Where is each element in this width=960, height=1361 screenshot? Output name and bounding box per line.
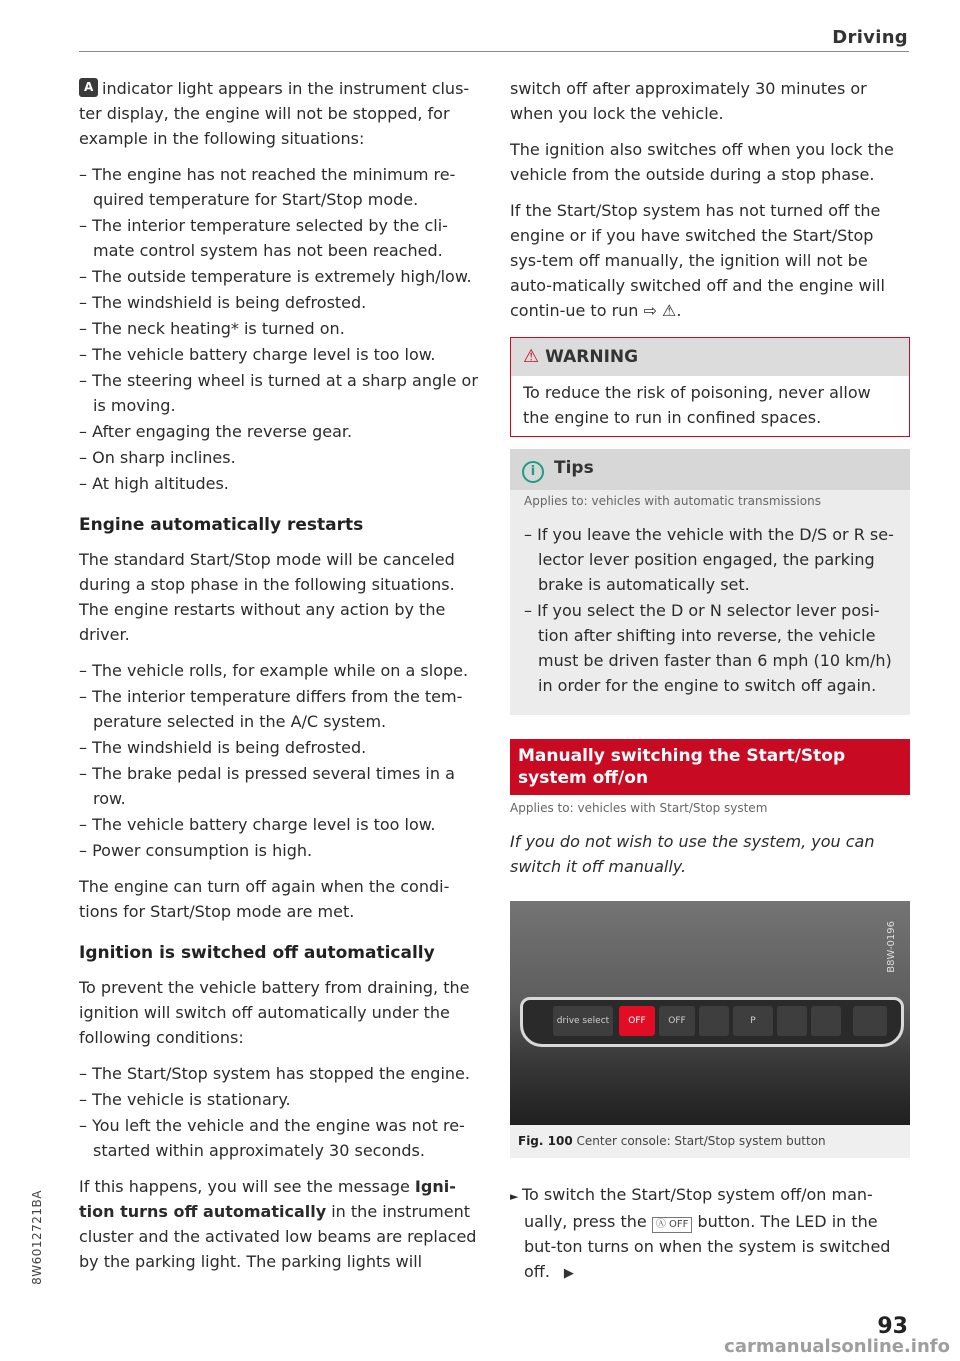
list-item: – The steering wheel is turned at a sharp angle or is moving. <box>79 368 479 418</box>
header-rule <box>79 51 909 52</box>
ignition-list <box>79 1061 479 1163</box>
list-item: – The windshield is being defrosted. <box>79 290 479 315</box>
console-button <box>699 1006 729 1036</box>
list-item: – On sharp inclines. <box>79 445 479 470</box>
running-header: Driving <box>832 27 908 48</box>
start-stop-button: OFF <box>619 1006 655 1036</box>
list-item: – The interior temperature selected by the cli-mate control system has not been reached. <box>79 213 479 263</box>
park-assist-button: P <box>733 1006 773 1036</box>
warning-box <box>510 337 910 437</box>
turn-off-again-paragraph: The engine can turn off again when the condi-tions for Start/Stop mode are met. <box>79 877 450 921</box>
list-item: – If you leave the vehicle with the D/S or R se-lector lever position engaged, the parking brake is automatically set. <box>524 522 896 597</box>
instruction-step: ► To switch the Start/Stop system off/on man-ually, press the Ⓐ OFF button. The LED in the but-ton turns on when the system is switched off. ▶ <box>510 1182 910 1286</box>
intro-text: indicator light appears in the instrument clus-ter display, the engine will not be stopped, for example in the following situations: <box>79 79 470 148</box>
list-item: – The vehicle battery charge level is too low. <box>79 342 479 367</box>
ignition-paragraph: To prevent the vehicle battery from draining, the ignition will switch off automatically under the following conditions: <box>79 978 470 1047</box>
tips-applies: Applies to: vehicles with automatic transmissions <box>524 494 821 508</box>
continued-arrow-icon: ▶ <box>563 1266 574 1281</box>
figure-id: B8W-0196 <box>886 921 897 973</box>
document-code: 8W6012721BA <box>30 1190 44 1285</box>
start-stop-key-icon: Ⓐ OFF <box>652 1217 693 1233</box>
tips-box <box>510 449 910 715</box>
heading-ignition-off: Ignition is switched off automatically <box>79 943 435 963</box>
restart-paragraph: The standard Start/Stop mode will be canceled during a stop phase in the following situations. The engine restarts without any action by the driver. <box>79 550 455 644</box>
list-item: – The vehicle is stationary. <box>79 1087 479 1112</box>
warning-header: ⚠ WARNING <box>511 338 909 376</box>
list-item: – The vehicle rolls, for example while on a slope. <box>79 658 479 683</box>
esc-off-button: OFF <box>659 1006 695 1036</box>
manual-off-paragraph: If the Start/Stop system has not turned off the engine or if you have switched the Start/Stop sys-tem off manually, the ignition will not be auto-matically switched off and the engine will contin-ue to run ⇨ ⚠. <box>510 201 885 320</box>
section-intro: If you do not wish to use the system, you can switch it off manually. <box>510 832 875 876</box>
figure-caption: Fig. 100 Center console: Start/Stop system button <box>518 1134 826 1148</box>
info-icon: i <box>522 461 544 483</box>
console-button-strip <box>520 997 904 1047</box>
list-item: – After engaging the reverse gear. <box>79 419 479 444</box>
left-column <box>79 76 479 1285</box>
page-number: 93 <box>877 1314 908 1339</box>
list-item: – The engine has not reached the minimum re-quired temperature for Start/Stop mode. <box>79 162 479 212</box>
lock-paragraph: The ignition also switches off when you lock the vehicle from the outside during a stop phase. <box>510 140 894 184</box>
list-item: – The brake pedal is pressed several times in a row. <box>79 761 479 811</box>
tips-header: i Tips <box>510 449 910 490</box>
list-item: – The neck heating* is turned on. <box>79 316 479 341</box>
drive-select-button: drive select <box>553 1006 613 1036</box>
list-item: – The Start/Stop system has stopped the engine. <box>79 1061 479 1086</box>
console-button <box>853 1006 887 1036</box>
tips-body <box>510 490 910 715</box>
console-button <box>811 1006 841 1036</box>
watermark: carmanualsonline.info <box>724 1336 950 1357</box>
no-stop-list <box>79 162 479 496</box>
list-item: – At high altitudes. <box>79 471 479 496</box>
warning-triangle-icon: ⚠ <box>523 346 540 367</box>
start-stop-indicator-icon <box>79 78 98 97</box>
list-item: – If you select the D or N selector lever posi-tion after shifting into reverse, the vehicle must be driven faster than 6 mph (10 km/h) in order for the engine to switch off again. <box>524 598 896 698</box>
right-column <box>510 76 910 1297</box>
message-paragraph: If this happens, you will see the message Igni-tion turns off automatically in the instrument cluster and the activated low beams are replaced by the parking light. The parking lights will <box>79 1177 477 1271</box>
list-item: – The interior temperature differs from the tem-perature selected in the A/C system. <box>79 684 479 734</box>
warning-body: To reduce the risk of poisoning, never allow the engine to run in confined spaces. <box>523 383 871 427</box>
list-item: – The windshield is being defrosted. <box>79 735 479 760</box>
figure-100 <box>510 901 910 1158</box>
section-title: Manually switching the Start/Stop system off/on <box>510 739 910 795</box>
list-item: – The outside temperature is extremely high/low. <box>79 264 479 289</box>
tips-list <box>524 522 896 698</box>
restart-list <box>79 658 479 863</box>
list-item: – You left the vehicle and the engine was not re-started within approximately 30 seconds. <box>79 1113 479 1163</box>
warning-reference-link[interactable]: ⇨ ⚠. <box>643 301 682 320</box>
heading-engine-restarts: Engine automatically restarts <box>79 515 364 535</box>
console-button <box>777 1006 807 1036</box>
section-applies: Applies to: vehicles with Start/Stop system <box>510 801 768 815</box>
list-item: – The vehicle battery charge level is too low. <box>79 812 479 837</box>
center-console-image <box>510 901 910 1125</box>
message-text: Igni-tion turns off automatically <box>79 1177 456 1221</box>
list-item: – Power consumption is high. <box>79 838 479 863</box>
intro-paragraph <box>79 76 479 151</box>
parking-lights-paragraph: switch off after approximately 30 minutes or when you lock the vehicle. <box>510 79 867 123</box>
